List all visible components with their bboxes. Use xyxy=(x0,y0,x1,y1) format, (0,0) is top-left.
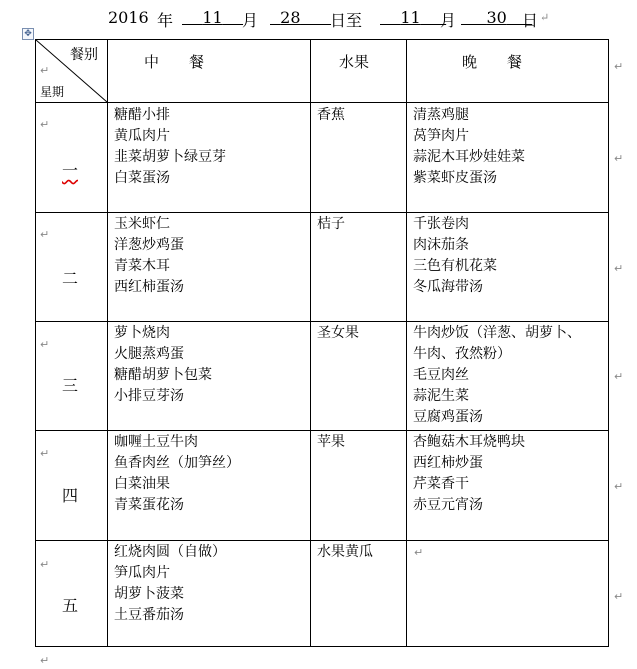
fruit: 苹果 xyxy=(317,434,345,450)
day-label-thu: 四 xyxy=(62,486,79,505)
dish: 笋瓜肉片 xyxy=(114,565,170,581)
start-day-field[interactable]: 28 xyxy=(280,8,301,27)
fruit-cell-thu xyxy=(317,432,345,453)
fruit-cell-mon xyxy=(317,105,345,126)
corner-meal-label: 餐别 xyxy=(70,47,98,63)
row-divider xyxy=(36,102,608,103)
day-label-mon: 一 xyxy=(62,161,79,180)
row-end-mark: ↵ xyxy=(614,480,624,493)
dish: 西红柿炒蛋 xyxy=(413,455,483,471)
fruit: 桔子 xyxy=(317,216,345,232)
dish: 鱼香肉丝（加笋丝） xyxy=(114,455,240,471)
dish: 白菜蛋汤 xyxy=(114,170,170,186)
row-end-mark: ↵ xyxy=(614,590,624,603)
fruit-cell-tue xyxy=(317,214,345,235)
end-month-field[interactable]: 11 xyxy=(400,8,421,27)
menu-table xyxy=(35,39,624,647)
dish: 牛肉炒饭（洋葱、胡萝卜、 xyxy=(413,325,581,341)
corner-day-label: 星期 xyxy=(40,85,65,99)
paragraph-mark: ↵ xyxy=(40,558,50,571)
day-char: 日 xyxy=(522,11,539,30)
paragraph-mark: ↵ xyxy=(40,338,50,351)
day-label-fri: 五 xyxy=(62,596,79,615)
dish: 冬瓜海带汤 xyxy=(413,279,483,295)
paragraph-mark: ↵ xyxy=(40,64,50,77)
dinner-cell-wed xyxy=(413,323,581,428)
year-value: 2016 xyxy=(108,8,149,27)
dish: 赤豆元宵汤 xyxy=(413,497,483,513)
dish: 牛肉、孜然粉） xyxy=(413,346,511,362)
column-divider xyxy=(107,40,108,646)
row-divider xyxy=(36,321,608,322)
fruit: 香蕉 xyxy=(317,107,345,123)
day-label-wed: 三 xyxy=(62,376,79,395)
lunch-cell-tue xyxy=(114,214,184,298)
dish: 紫菜虾皮蛋汤 xyxy=(413,170,497,186)
dish: 青菜蛋花汤 xyxy=(114,497,184,513)
dish: 糖醋小排 xyxy=(114,107,170,123)
dish: 千张卷肉 xyxy=(413,216,469,232)
dish: 豆腐鸡蛋汤 xyxy=(413,409,483,425)
fruit: 水果黄瓜 xyxy=(317,544,373,560)
dish: 胡萝卜菠菜 xyxy=(114,586,184,602)
paragraph-mark: ↵ xyxy=(40,228,50,241)
paragraph-mark: ↵ xyxy=(540,11,550,24)
lunch-cell-mon xyxy=(114,105,226,189)
dish: 玉米虾仁 xyxy=(114,216,170,232)
end-paragraph-mark: ↵ xyxy=(40,654,50,667)
lunch-column-header: 中 餐 xyxy=(144,53,205,71)
end-day-field[interactable]: 30 xyxy=(486,8,507,27)
fruit-cell-fri xyxy=(317,542,373,563)
column-divider xyxy=(406,40,407,646)
column-divider xyxy=(310,40,311,646)
row-end-mark: ↵ xyxy=(614,370,624,383)
dish: 萝卜烧肉 xyxy=(114,325,170,341)
paragraph-mark: ↵ xyxy=(40,447,50,460)
date-range-header xyxy=(0,8,637,30)
lunch-cell-thu xyxy=(114,432,240,516)
paragraph-mark: ↵ xyxy=(40,118,50,131)
start-month-field[interactable]: 11 xyxy=(202,8,223,27)
row-end-mark: ↵ xyxy=(614,152,624,165)
dish: 咖喱土豆牛肉 xyxy=(114,434,198,450)
fruit-cell-wed xyxy=(317,323,359,344)
row-divider xyxy=(36,540,608,541)
dish: 火腿蒸鸡蛋 xyxy=(114,346,184,362)
dinner-cell-mon xyxy=(413,105,525,189)
dish: 白菜油果 xyxy=(114,476,170,492)
table-move-handle-icon[interactable]: ✥ xyxy=(22,28,34,40)
year-char: 年 xyxy=(157,11,174,30)
fruit: 圣女果 xyxy=(317,325,359,341)
dish: 毛豆肉丝 xyxy=(413,367,469,383)
dish: 蒜泥木耳炒娃娃菜 xyxy=(413,149,525,165)
dish: 芹菜香干 xyxy=(413,476,469,492)
dish: 糖醋胡萝卜包菜 xyxy=(114,367,212,383)
dish: 韭菜胡萝卜绿豆芽 xyxy=(114,149,226,165)
dish: 肉沫茄条 xyxy=(413,237,469,253)
paragraph-mark: ↵ xyxy=(614,60,624,73)
row-divider xyxy=(36,212,608,213)
row-end-mark: ↵ xyxy=(614,262,624,275)
fruit-column-header: 水果 xyxy=(339,53,370,71)
dish: 杏鲍菇木耳烧鸭块 xyxy=(413,434,525,450)
dinner-cell-thu xyxy=(413,432,525,516)
lunch-cell-wed xyxy=(114,323,212,407)
month-char-2: 月 xyxy=(440,11,457,30)
dish: 小排豆芽汤 xyxy=(114,388,184,404)
dish: 清蒸鸡腿 xyxy=(413,107,469,123)
dish: 青菜木耳 xyxy=(114,258,170,274)
dish: 土豆番茄汤 xyxy=(114,607,184,623)
dinner-cell-tue xyxy=(413,214,497,298)
dish: 三色有机花菜 xyxy=(413,258,497,274)
dish: 黄瓜肉片 xyxy=(114,128,170,144)
dish: 西红柿蛋汤 xyxy=(114,279,184,295)
dinner-cell-fri-empty: ↵ xyxy=(414,546,424,559)
month-char-1: 月 xyxy=(242,11,259,30)
dish: 蒜泥生菜 xyxy=(413,388,469,404)
dinner-column-header: 晚 餐 xyxy=(462,53,523,71)
lunch-cell-fri xyxy=(114,542,226,626)
dish: 红烧肉圆（自做） xyxy=(114,544,226,560)
row-divider xyxy=(36,430,608,431)
dish: 洋葱炒鸡蛋 xyxy=(114,237,184,253)
dish: 莴笋肉片 xyxy=(413,128,469,144)
day-label-tue: 二 xyxy=(62,269,79,288)
to-text: 日至 xyxy=(330,11,363,30)
